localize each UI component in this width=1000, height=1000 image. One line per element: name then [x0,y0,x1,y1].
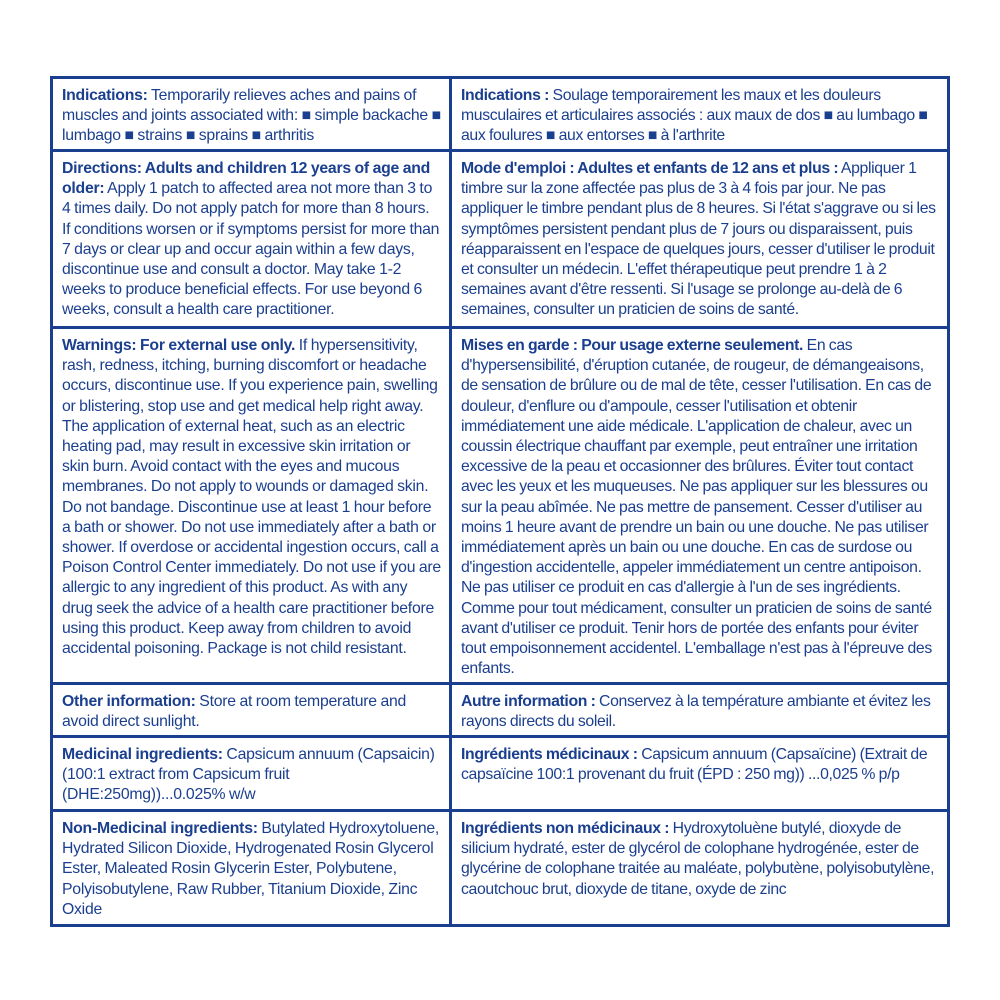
other-information-en-heading: Other information: [62,693,196,710]
non-medicinal-ingredients-en-heading: Non-Medicinal ingredients: [62,820,258,837]
indications-en-heading: Indications: [62,87,148,104]
warnings-fr-heading: Mises en garde : Pour usage externe seulement. [461,337,804,354]
directions-en-heading: Directions: Adults and children 12 years of age and older: [62,160,431,198]
non-medicinal-ingredients-en-text: Butylated Hydroxytoluene, Hydrated Silicon Dioxide, Hydrogenated Rosin Glycerol Ester, Maleated Rosin Glycerin Ester, Polybutene, Polyisobutylene, Raw Rubber, Titanium Dioxide, Zinc Oxide [62,820,440,918]
other-information-fr-heading: Autre information : [461,693,596,710]
non-medicinal-ingredients-fr-text: Hydroxytoluène butylé, dioxyde de silicium hydraté, ester de glycérol de colophane hydrogénée, ester de glycérine de colophane traitée au maléate, polybutène, polyisobutylène, caoutchouc brut, dioxyde de titane, oxyde de zinc [461,820,935,898]
non-medicinal-ingredients-fr-heading: Ingrédients non médicinaux : [461,820,670,837]
medicinal-ingredients-en-cell [53,738,452,812]
medicinal-ingredients-fr-cell [452,738,947,812]
warnings-en-cell [53,329,452,685]
indications-en-cell [53,79,452,152]
directions-en-cell [53,152,452,329]
indications-fr-cell [452,79,947,152]
non-medicinal-ingredients-en-cell [53,812,452,924]
non-medicinal-ingredients-fr-cell [452,812,947,924]
medicinal-ingredients-en-heading: Medicinal ingredients: [62,746,223,763]
other-information-fr-text: Conservez à la température ambiante et évitez les rayons directs du soleil. [461,693,931,731]
directions-en-text: Apply 1 patch to affected area not more than 3 to 4 times daily. Do not apply patch for more than 8 hours. If conditions worsen or if symptoms persist for more than 7 days or clear up and occur again within a few days, discontinue use and consult a doctor. May take 1-2 weeks to produce beneficial effects. For use beyond 6 weeks, consult a health care practitioner. [62,180,440,319]
other-information-en-text: Store at room temperature and avoid direct sunlight. [62,693,407,731]
directions-fr-cell [452,152,947,329]
warnings-en-text: If hypersensitivity, rash, redness, itching, burning discomfort or headache occurs, discontinue use. If you experience pain, swelling or blistering, stop use and get medical help right away. The application of external heat, such as an electric heating pad, may result in excessive skin irritation or skin burn. Avoid contact with the eyes and mucous membranes. Do not apply to wounds or damaged skin. Do not bandage. Discontinue use at least 1 hour before a bath or shower. Do not use immediately after a bath or shower. If overdose or accidental ingestion occurs, call a Poison Control Center immediately. Do not use if you are allergic to any ingredient of this product. As with any drug seek the advice of a health care practitioner before using this product. Keep away from children to avoid accidental poisoning. Package is not child resistant. [62,337,441,658]
directions-fr-heading: Mode d'emploi : Adultes et enfants de 12 ans et plus : [461,160,839,177]
indications-fr-text: Soulage temporairement les maux et les douleurs musculaires et articulaires associés : aux maux de dos ■ au lumbago ■ aux foulures ■ aux entorses ■ à l'arthrite [461,87,928,145]
other-information-en-cell [53,685,452,738]
directions-fr-text: Appliquer 1 timbre sur la zone affectée pas plus de 3 à 4 fois par jour. Ne pas appliquer le timbre pendant plus de 8 heures. Si l'état s'aggrave ou si les symptômes persistent pendant plus de 7 jours ou disparaissent, puis réapparaissent en l'espace de quelques jours, cesser d'utiliser le produit et consulter un médecin. L'effet thérapeutique peut prendre 1 à 2 semaines avant d'être ressenti. Si l'usage se prolonge au-delà de 6 semaines, consulter un praticien de soins de santé. [461,160,936,319]
drug-facts-table [50,76,950,927]
indications-en-text: Temporarily relieves aches and pains of muscles and joints associated with: ■ simple backache ■ lumbago ■ strains ■ sprains ■ arthritis [62,87,441,145]
medicinal-ingredients-fr-heading: Ingrédients médicinaux : [461,746,638,763]
medicinal-ingredients-en-text: Capsicum annuum (Capsaicin) (100:1 extract from Capsicum fruit (DHE:250mg))...0.025% w/w [62,746,435,804]
other-information-fr-cell [452,685,947,738]
warnings-fr-text: En cas d'hypersensibilité, d'éruption cutanée, de rougeur, de démangeaisons, de sensation de brûlure ou de mal de tête, cesser l'utilisation. En cas de douleur, d'enflure ou d'ampoule, cesser l'utilisation et obtenir immédiatement une aide médicale. L'application de chaleur, avec un coussin électrique chauffant par exemple, peut entraîner une irritation excessive de la peau et occasionner des brûlures. Éviter tout contact avec les yeux et les muqueuses. Ne pas appliquer sur les blessures ou sur la peau abîmée. Ne pas mettre de pansement. Cesser d'utiliser au moins 1 heure avant de prendre un bain ou une douche. Ne pas utiliser immédiatement après un bain ou une douche. En cas de surdose ou d'ingestion accidentelle, appeler immédiatement un centre antipoison. Ne pas utiliser ce produit en cas d'allergie à l'un de ses ingrédients. Comme pour tout médicament, consulter un praticien de soins de santé avant d'utiliser ce produit. Tenir hors de portée des enfants pour éviter tout empoisonnement accidentel. L'emballage n'est pas à l'épreuve des enfants. [461,337,932,678]
warnings-fr-cell [452,329,947,685]
medicinal-ingredients-fr-text: Capsicum annuum (Capsaïcine) (Extrait de capsaïcine 100:1 provenant du fruit (ÉPD : 250 mg)) ...0,025 % p/p [461,746,928,784]
indications-fr-heading: Indications : [461,87,549,104]
warnings-en-heading: Warnings: For external use only. [62,337,296,354]
